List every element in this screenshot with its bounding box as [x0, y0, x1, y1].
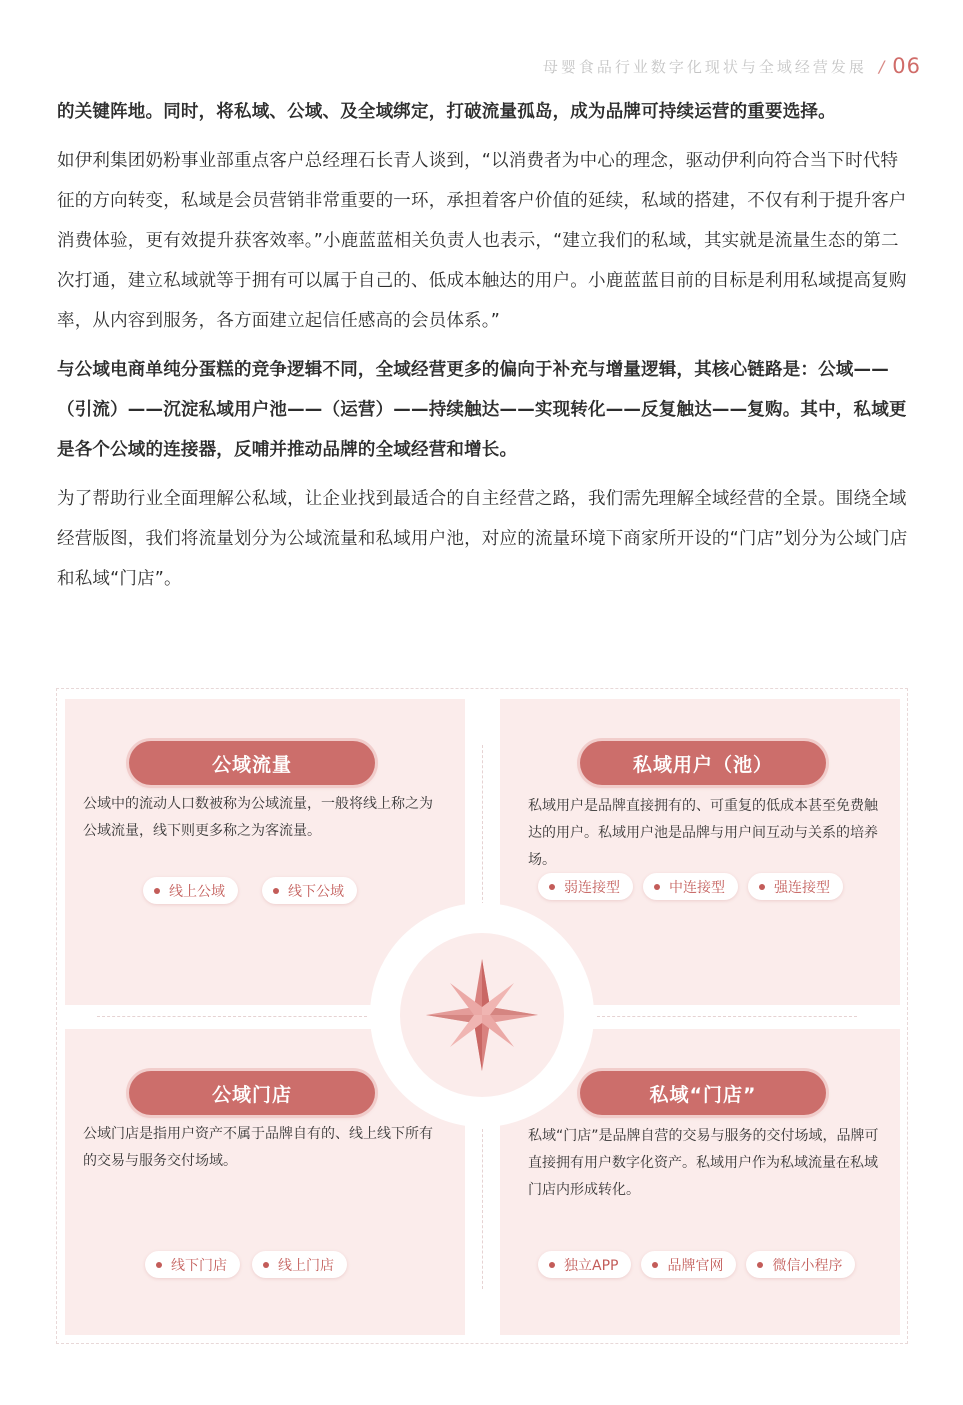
tag-list: [538, 873, 843, 900]
bullet-icon: [549, 1262, 555, 1268]
tag-list: [143, 877, 357, 904]
tag: 线下公域: [262, 877, 357, 904]
tag: 微信小程序: [746, 1251, 855, 1278]
tag: 独立APP: [538, 1251, 631, 1278]
report-title: 母婴食品行业数字化现状与全域经营发展: [542, 57, 867, 76]
quadrant-title: 私域用户（池）: [580, 741, 826, 785]
quadrant-description: 公域中的流动人口数被称为公域流量，一般将线上称之为公域流量，线下则更多称之为客流量。: [83, 796, 433, 839]
tag-list: [538, 1251, 855, 1278]
page-header: [543, 52, 921, 80]
bullet-icon: [154, 888, 160, 894]
bullet-icon: [654, 884, 660, 890]
bullet-icon: [652, 1262, 658, 1268]
paragraph-1: 的关键阵地。同时，将私域、公域、及全域绑定，打破流量孤岛，成为品牌可持续运营的重要选择。: [57, 102, 836, 122]
guide-line: [97, 1016, 367, 1017]
bullet-icon: [263, 1262, 269, 1268]
quadrant-title: 私域“门店”: [580, 1071, 826, 1115]
quadrant-description: 私域用户是品牌直接拥有的、可重复的低成本甚至免费触达的用户。私域用户池是品牌与用户间互动与关系的培养场。: [528, 798, 878, 868]
tag: 弱连接型: [538, 873, 633, 900]
tag: 线上门店: [252, 1251, 347, 1278]
tag: 线下门店: [145, 1251, 240, 1278]
tag: 品牌官网: [641, 1251, 736, 1278]
paragraph-3: 与公域电商单纯分蛋糕的竞争逻辑不同，全域经营更多的偏向于补充与增量逻辑，其核心链路是：公域——（引流）——沉淀私域用户池——（运营）——持续触达——实现转化——反复触达——复购。其中，私域更是各个公域的连接器，反哺并推动品牌的全域经营和增长。: [57, 360, 907, 460]
tag-list: [145, 1251, 347, 1278]
tag: 线上公域: [143, 877, 238, 904]
bullet-icon: [156, 1262, 162, 1268]
omnichannel-diagram: [56, 688, 908, 1344]
page-number: 06: [892, 54, 921, 78]
bullet-icon: [759, 884, 765, 890]
guide-line: [597, 1016, 857, 1017]
quadrant-title: 公域门店: [129, 1071, 375, 1115]
quadrant-description: 公域门店是指用户资产不属于品牌自有的、线上线下所有的交易与服务交付场域。: [83, 1126, 433, 1169]
paragraph-2: 如伊利集团奶粉事业部重点客户总经理石长青人谈到，“以消费者为中心的理念，驱动伊利向符合当下时代特征的方向转变，私域是会员营销非常重要的一环，承担着客户价值的延续，私域的搭建，不仅有利于提升客户消费体验，更有效提升获客效率。”小鹿蓝蓝相关负责人也表示，“建立我们的私域，其实就是流量生态的第二次打通，建立私域就等于拥有可以属于自己的、低成本触达的用户。小鹿蓝蓝目前的目标是利用私域提高复购率，从内容到服务，各方面建立起信任感高的会员体系。”: [57, 151, 907, 331]
compass-star-icon: [422, 955, 542, 1075]
quadrant-title: 公域流量: [129, 741, 375, 785]
guide-line: [482, 1129, 483, 1289]
bullet-icon: [549, 884, 555, 890]
body-text: [57, 92, 909, 608]
guide-line: [482, 745, 483, 905]
tag: 强连接型: [748, 873, 843, 900]
paragraph-4: 为了帮助行业全面理解公私域，让企业找到最适合的自主经营之路，我们需先理解全域经营的全景。围绕全域经营版图，我们将流量划分为公域流量和私域用户池，对应的流量环境下商家所开设的“门店”划分为公域门店和私域“门店”。: [57, 489, 908, 589]
quadrant-description: 私域“门店”是品牌自营的交易与服务的交付场域，品牌可直接拥有用户数字化资产。私域用户作为私域流量在私域门店内形成转化。: [528, 1128, 879, 1198]
bullet-icon: [757, 1262, 763, 1268]
bullet-icon: [273, 888, 279, 894]
tag: 中连接型: [643, 873, 738, 900]
divider-slash: /: [878, 56, 885, 76]
